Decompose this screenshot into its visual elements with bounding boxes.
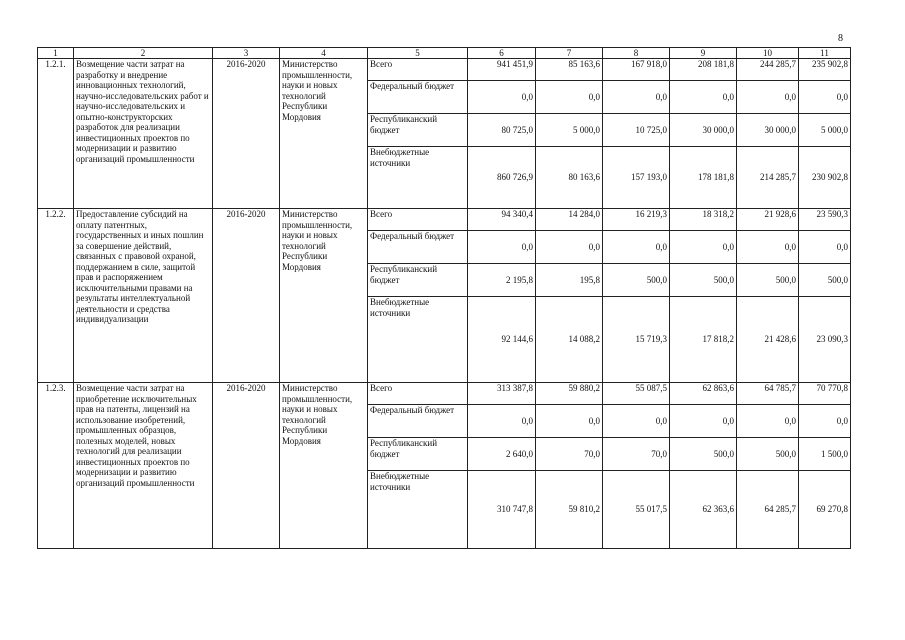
amount-cell: 0,0 [468, 231, 536, 264]
amount-cell: 0,0 [670, 405, 737, 438]
amount-cell: 21 428,6 [737, 297, 799, 383]
amount-cell: 16 219,3 [603, 209, 670, 231]
amount-cell: 0,0 [799, 405, 851, 438]
amount-cell: 195,8 [536, 264, 603, 297]
col-header: 3 [213, 48, 280, 59]
amount-cell: 860 726,9 [468, 147, 536, 209]
amount-cell: 500,0 [799, 264, 851, 297]
amount-cell: 0,0 [536, 81, 603, 114]
funding-source: Федеральный бюджет [368, 81, 468, 114]
amount-cell: 14 284,0 [536, 209, 603, 231]
col-header: 10 [737, 48, 799, 59]
amount-cell: 64 785,7 [737, 383, 799, 405]
funding-source: Всего [368, 59, 468, 81]
col-header: 7 [536, 48, 603, 59]
amount-cell: 30 000,0 [670, 114, 737, 147]
amount-cell: 64 285,7 [737, 471, 799, 549]
period: 2016-2020 [213, 383, 280, 549]
amount-cell: 214 285,7 [737, 147, 799, 209]
amount-cell: 70,0 [603, 438, 670, 471]
amount-cell: 313 387,8 [468, 383, 536, 405]
amount-cell: 55 017,5 [603, 471, 670, 549]
amount-cell: 0,0 [536, 405, 603, 438]
funding-source: Внебюджетные источники [368, 471, 468, 549]
measure-name: Предоставление субсидий на оплату патентных, государственных и иных пошлин за совершение действий, связанных с правовой охраной, поддержанием в силе, защитой прав и распоряжением исключительными правами на результаты интеллектуальной деятельности и средства индивидуализации [74, 209, 213, 383]
amount-cell: 70 770,8 [799, 383, 851, 405]
amount-cell: 0,0 [799, 81, 851, 114]
amount-cell: 1 500,0 [799, 438, 851, 471]
amount-cell: 21 928,6 [737, 209, 799, 231]
row-code: 1.2.3. [38, 383, 74, 549]
amount-cell: 94 340,4 [468, 209, 536, 231]
header-row [38, 48, 851, 59]
funding-source: Внебюджетные источники [368, 297, 468, 383]
executor: Министерство промышленности, науки и новых технологий Республики Мордовия [280, 59, 368, 209]
row-code: 1.2.2. [38, 209, 74, 383]
amount-cell: 0,0 [468, 405, 536, 438]
funding-source: Республиканский бюджет [368, 114, 468, 147]
amount-cell: 310 747,8 [468, 471, 536, 549]
amount-cell: 0,0 [737, 81, 799, 114]
amount-cell: 17 818,2 [670, 297, 737, 383]
amount-cell: 23 590,3 [799, 209, 851, 231]
amount-cell: 500,0 [670, 438, 737, 471]
amount-cell: 244 285,7 [737, 59, 799, 81]
amount-cell: 0,0 [603, 405, 670, 438]
col-header: 8 [603, 48, 670, 59]
amount-cell: 69 270,8 [799, 471, 851, 549]
funding-table [37, 47, 851, 549]
amount-cell: 0,0 [737, 405, 799, 438]
amount-cell: 92 144,6 [468, 297, 536, 383]
amount-cell: 5 000,0 [536, 114, 603, 147]
amount-cell: 59 880,2 [536, 383, 603, 405]
page-number: 8 [838, 33, 843, 44]
amount-cell: 10 725,0 [603, 114, 670, 147]
amount-cell: 15 719,3 [603, 297, 670, 383]
amount-cell: 2 640,0 [468, 438, 536, 471]
funding-source: Всего [368, 383, 468, 405]
amount-cell: 0,0 [603, 81, 670, 114]
amount-cell: 80 163,6 [536, 147, 603, 209]
amount-cell: 2 195,8 [468, 264, 536, 297]
col-header: 4 [280, 48, 368, 59]
col-header: 2 [74, 48, 213, 59]
amount-cell: 0,0 [737, 231, 799, 264]
amount-cell: 500,0 [603, 264, 670, 297]
amount-cell: 500,0 [670, 264, 737, 297]
col-header: 9 [670, 48, 737, 59]
col-header: 1 [38, 48, 74, 59]
amount-cell: 0,0 [468, 81, 536, 114]
funding-source: Всего [368, 209, 468, 231]
executor: Министерство промышленности, науки и новых технологий Республики Мордовия [280, 383, 368, 549]
amount-cell: 178 181,8 [670, 147, 737, 209]
amount-cell: 167 918,0 [603, 59, 670, 81]
amount-cell: 157 193,0 [603, 147, 670, 209]
amount-cell: 55 087,5 [603, 383, 670, 405]
table-row [38, 59, 851, 81]
amount-cell: 500,0 [737, 264, 799, 297]
table-body [38, 48, 851, 549]
amount-cell: 208 181,8 [670, 59, 737, 81]
executor: Министерство промышленности, науки и новых технологий Республики Мордовия [280, 209, 368, 383]
amount-cell: 0,0 [670, 81, 737, 114]
period: 2016-2020 [213, 209, 280, 383]
amount-cell: 62 863,6 [670, 383, 737, 405]
funding-source: Республиканский бюджет [368, 264, 468, 297]
amount-cell: 5 000,0 [799, 114, 851, 147]
col-header: 5 [368, 48, 468, 59]
amount-cell: 230 902,8 [799, 147, 851, 209]
amount-cell: 23 090,3 [799, 297, 851, 383]
amount-cell: 85 163,6 [536, 59, 603, 81]
funding-source: Федеральный бюджет [368, 405, 468, 438]
amount-cell: 14 088,2 [536, 297, 603, 383]
funding-source: Федеральный бюджет [368, 231, 468, 264]
measure-name: Возмещение части затрат на приобретение исключительных прав на патенты, лицензий на использование изобретений, промышленных образцов, полезных моделей, новых технологий для реализации инвестиционных проектов по модернизации и развитию организаций промышленности [74, 383, 213, 549]
col-header: 11 [799, 48, 851, 59]
funding-source: Республиканский бюджет [368, 438, 468, 471]
amount-cell: 941 451,9 [468, 59, 536, 81]
row-code: 1.2.1. [38, 59, 74, 209]
amount-cell: 0,0 [799, 231, 851, 264]
amount-cell: 500,0 [737, 438, 799, 471]
amount-cell: 0,0 [536, 231, 603, 264]
amount-cell: 70,0 [536, 438, 603, 471]
amount-cell: 62 363,6 [670, 471, 737, 549]
col-header: 6 [468, 48, 536, 59]
measure-name: Возмещение части затрат на разработку и внедрение инновационных технологий, научно-исследовательских работ и научно-исследовательских и опытно-конструкторских разработок для реализации инвестиционных проектов по модернизации и развитию организаций промышленности [74, 59, 213, 209]
amount-cell: 80 725,0 [468, 114, 536, 147]
amount-cell: 18 318,2 [670, 209, 737, 231]
amount-cell: 30 000,0 [737, 114, 799, 147]
funding-source: Внебюджетные источники [368, 147, 468, 209]
amount-cell: 235 902,8 [799, 59, 851, 81]
amount-cell: 59 810,2 [536, 471, 603, 549]
table-row [38, 383, 851, 405]
period: 2016-2020 [213, 59, 280, 209]
amount-cell: 0,0 [670, 231, 737, 264]
table-row [38, 209, 851, 231]
amount-cell: 0,0 [603, 231, 670, 264]
